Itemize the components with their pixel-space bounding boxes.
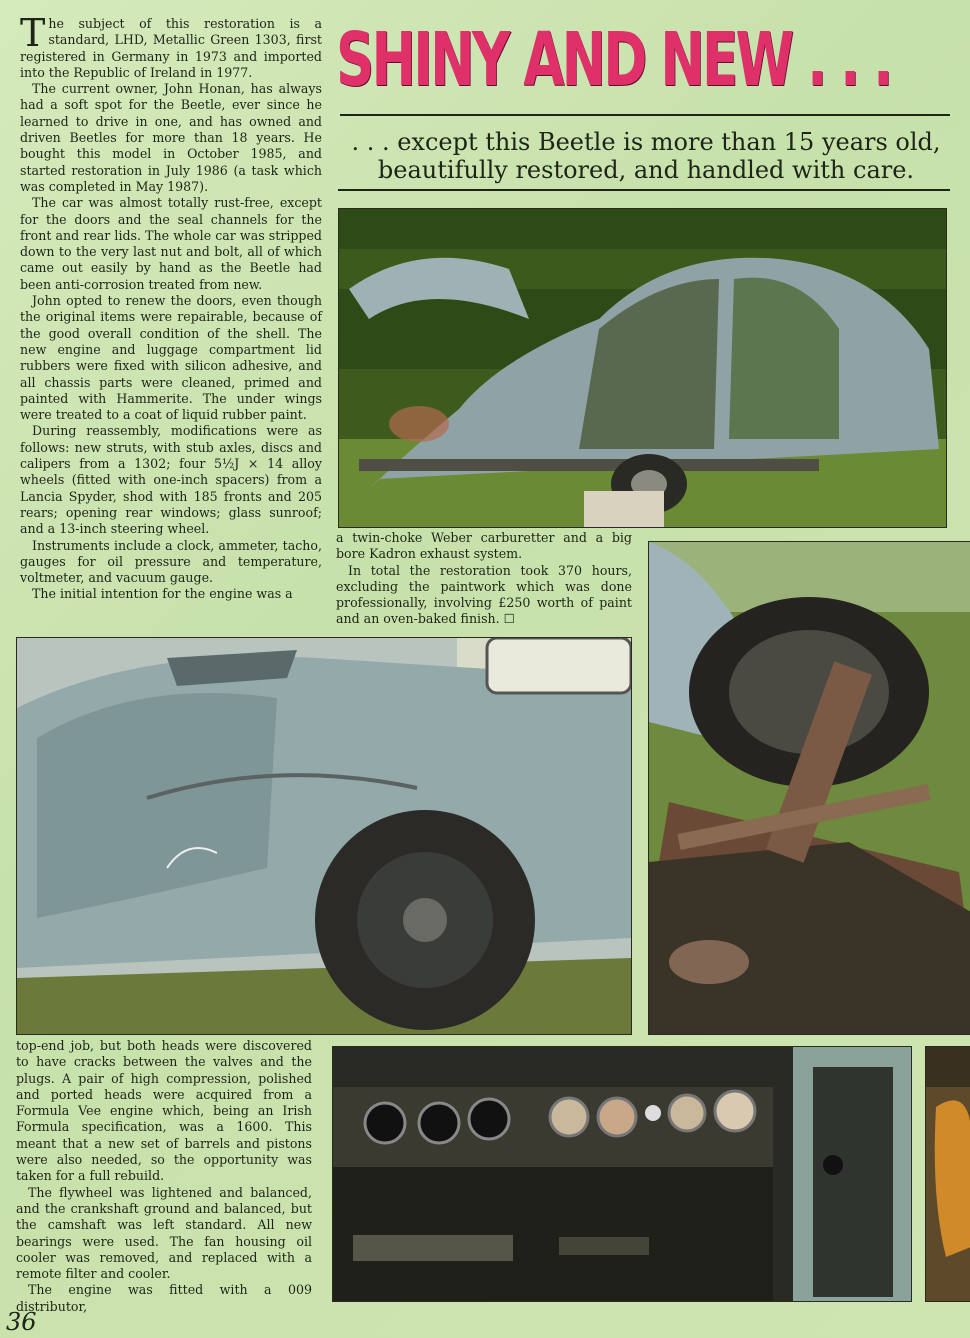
standfirst-rule (338, 189, 950, 191)
photo-interior-edge (925, 1046, 970, 1302)
paragraph-12: The engine was fitted with a 009 distributor, (16, 1282, 312, 1314)
paragraph-10: top-end job, but both heads were discovered to have cracks between the valves and the plugs. A pair of high compression, polished and ported heads were acquired from a Formula Vee engine which, being an Irish Formula specification, was a 1600. This meant that a new set of barrels and pistons were also needed, so the opportunity was taken for a full rebuild. (16, 1038, 312, 1184)
headline: SHINY AND NEW . . . (336, 17, 891, 103)
paragraph-11: The flywheel was lightened and balanced, and the crankshaft ground and balanced, but the camshaft was left standard. All new bearings were used. The fan housing oil cooler was removed, and replaced with a remote filter and cooler. (16, 1184, 312, 1282)
headline-rule (340, 114, 950, 116)
paragraph-7: The initial intention for the engine was a (32, 586, 293, 602)
paragraph-4: John opted to renew the doors, even though the original items were repairable, because of the good overall condition of the shell. The new engine and luggage compartment lid rubbers were fixed with silicon adhesive, and all chassis parts were cleaned, primed and painted with Hammerite. The under wings were treated to a coat of liquid rubber paint. (20, 293, 322, 423)
article-column-2 (336, 530, 632, 628)
photo-chassis (648, 541, 970, 1035)
photo-front-wing (16, 637, 632, 1035)
article-column-3 (16, 1038, 312, 1315)
paragraph-2: The current owner, John Honan, has always had a soft spot for the Beetle, ever since he learned to drive in one, and has owned and driven Beetles for more than 18 years. He bought this model in October 1985, and started restoration in July 1986 (a task which was completed in May 1987). (20, 81, 322, 194)
paragraph-8: a twin-choke Weber carburetter and a big bore Kadron exhaust system. (336, 530, 632, 562)
paragraph-6: Instruments include a clock, ammeter, tacho, gauges for oil pressure and temperature, voltmeter, and vacuum gauge. (20, 537, 322, 586)
paragraph-3: The car was almost totally rust-free, except for the doors and the seal channels for the front and rear lids. The whole car was stripped down to the very last nut and bolt, all of which came out easily by hand as the Beetle had been anti-corrosion treated from new. (20, 195, 322, 292)
paragraph-5: During reassembly, modifications were as follows: new struts, with stub axles, discs and calipers from a 1302; four 5½J × 14 alloy wheels (fitted with one-inch spacers) from a Lancia Spyder, shod with 185 fronts and 205 rears; opening rear windows; glass sunroof; and a 13-inch steering wheel. (20, 423, 322, 537)
paragraph-9: In total the restoration took 370 hours, excluding the paintwork which was done professionally, involving £250 worth of paint and an oven-baked finish. ☐ (336, 562, 632, 627)
page-number: 36 (6, 1308, 37, 1336)
paragraph-1: The subject of this restoration is a standard, LHD, Metallic Green 1303, first registered in Germany in 1973 and imported into the Republic of Ireland in 1977. (20, 11, 322, 80)
photo-dashboard (332, 1046, 912, 1302)
drop-cap: T (20, 11, 46, 55)
photo-stripped-shell (338, 208, 947, 528)
article-column-1 (20, 11, 322, 603)
standfirst: . . . except this Beetle is more than 15 years old, beautifully restored, and handled with care. (351, 128, 941, 184)
